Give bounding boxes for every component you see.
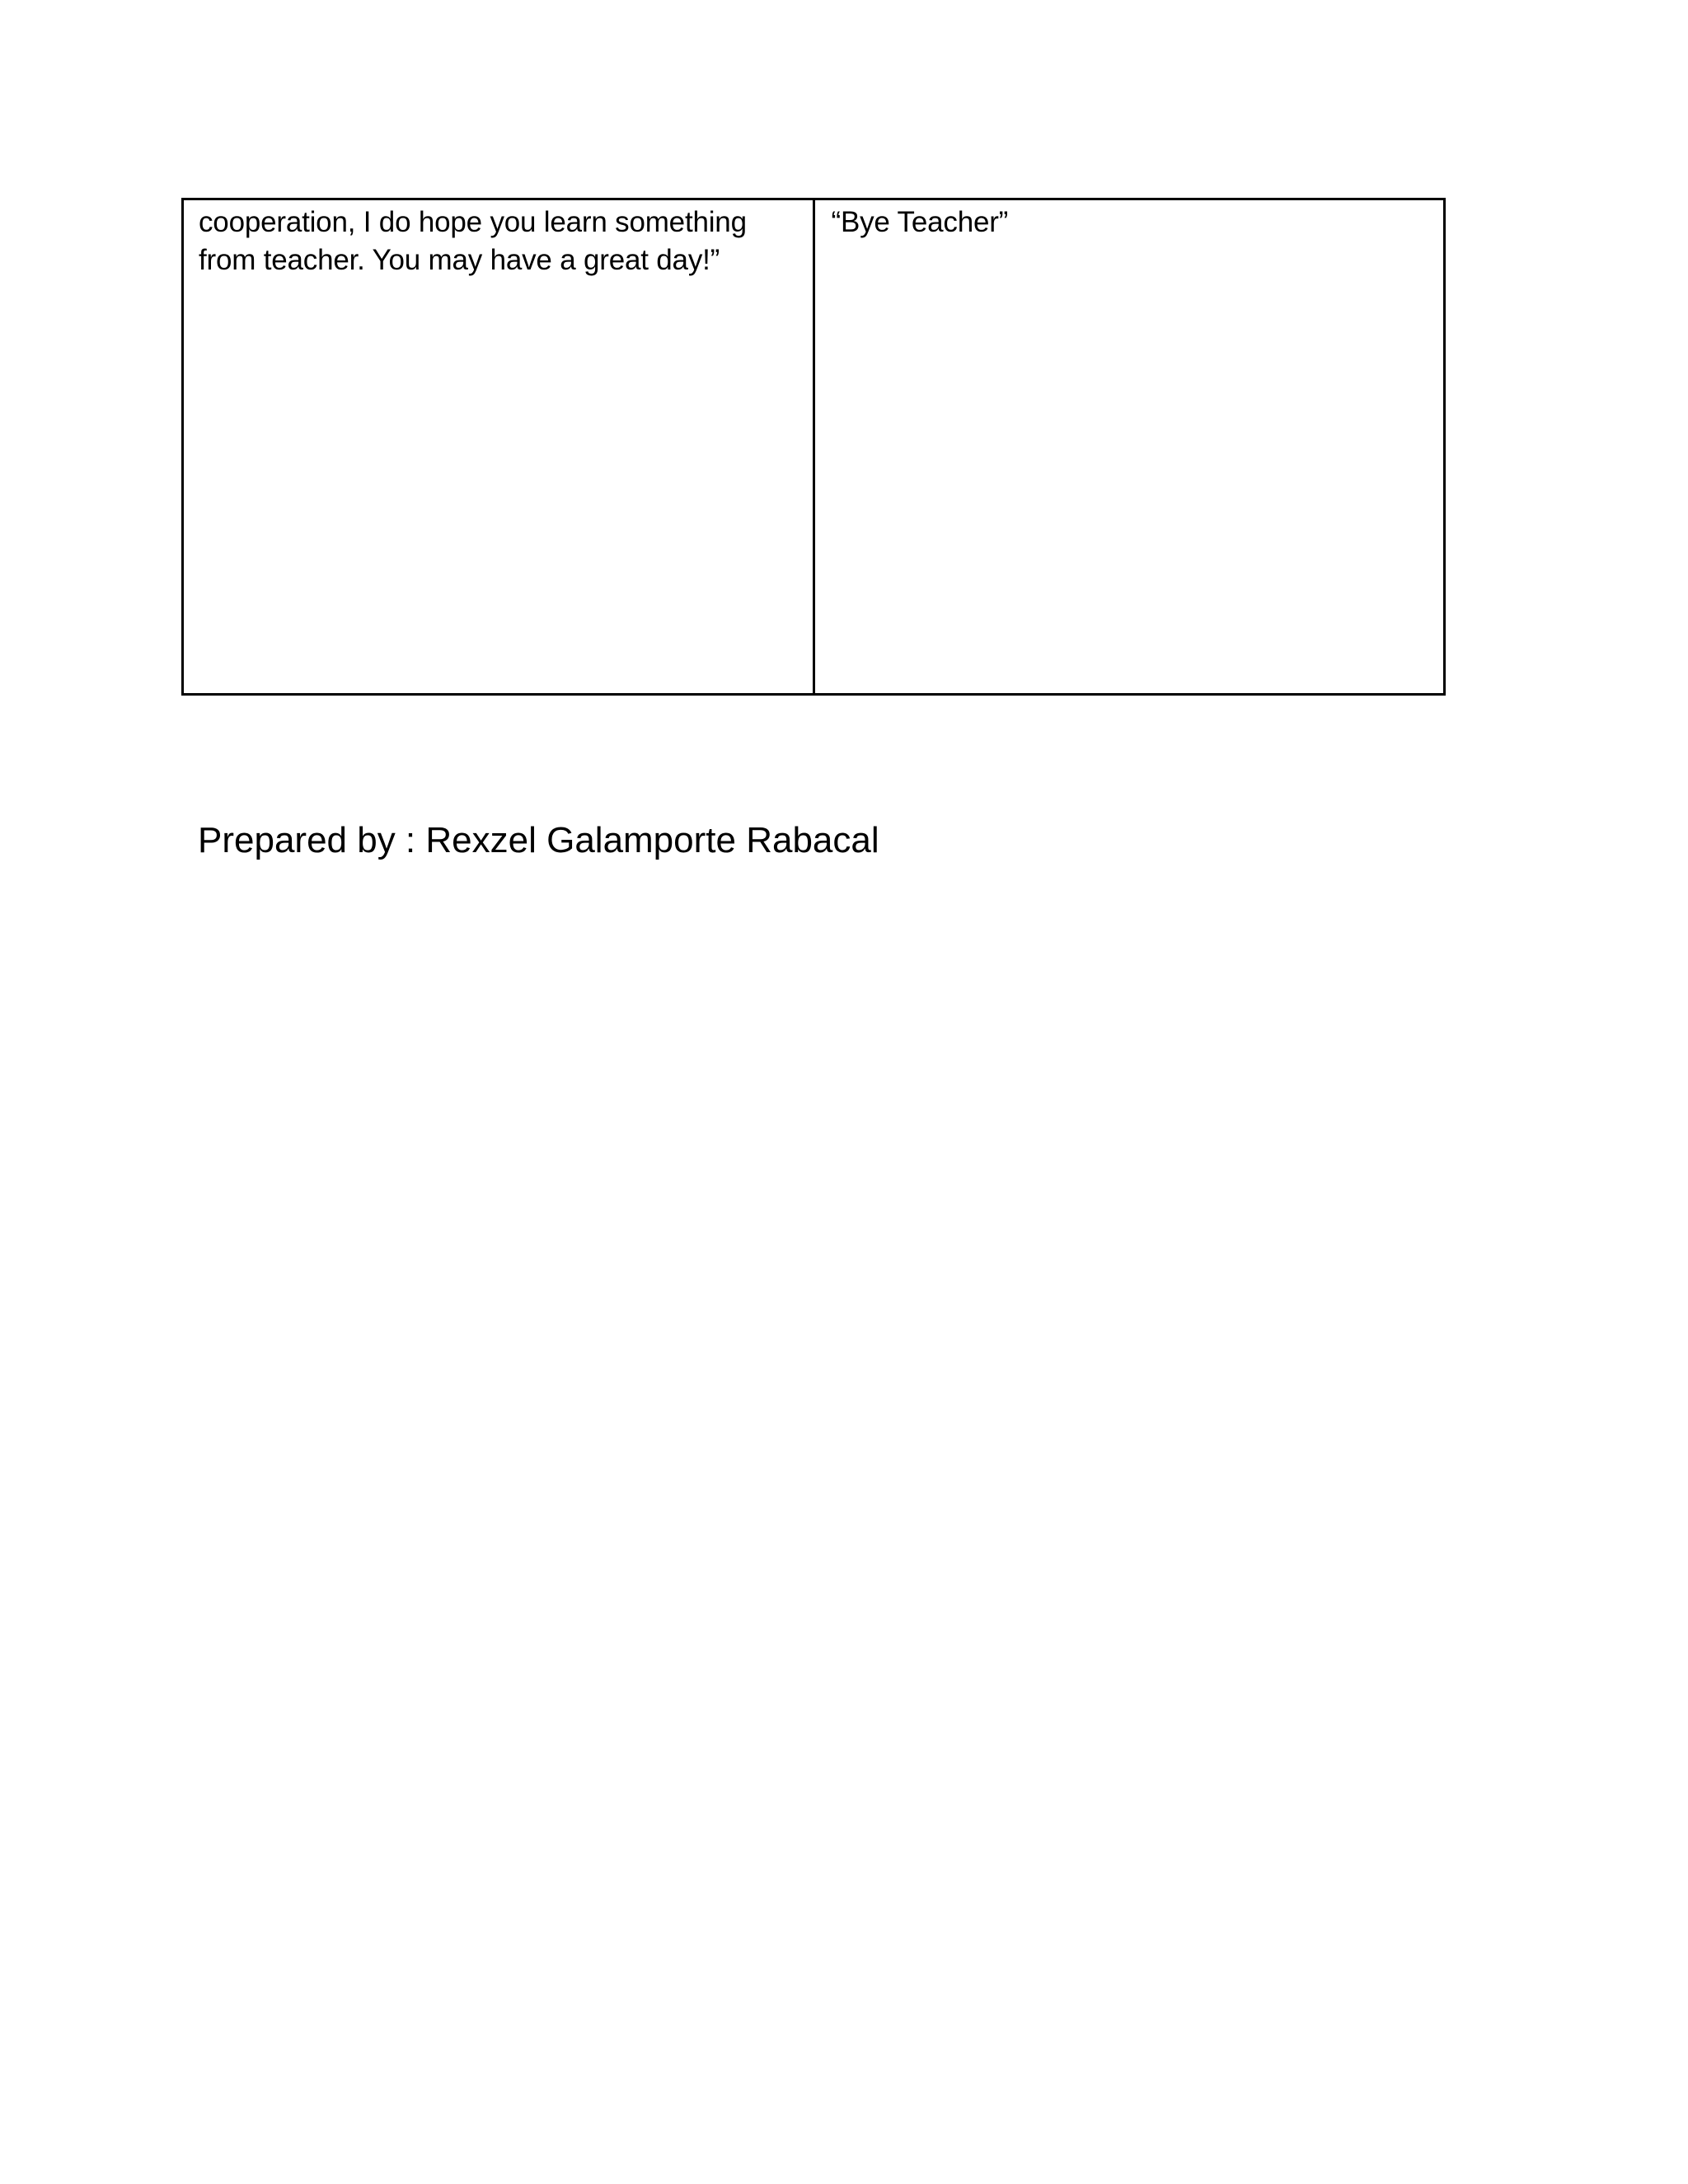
student-activity-text: “Bye Teacher”	[831, 206, 1009, 238]
lesson-table	[181, 198, 1446, 696]
prepared-by-line: Prepared by : Rexzel Galamporte Rabacal	[198, 820, 879, 860]
teacher-activity-cell	[183, 199, 814, 695]
teacher-activity-text: cooperation, I do hope you learn something from teacher. You may have a great day!”	[199, 206, 747, 276]
table-row	[183, 199, 1445, 695]
student-activity-cell	[814, 199, 1445, 695]
